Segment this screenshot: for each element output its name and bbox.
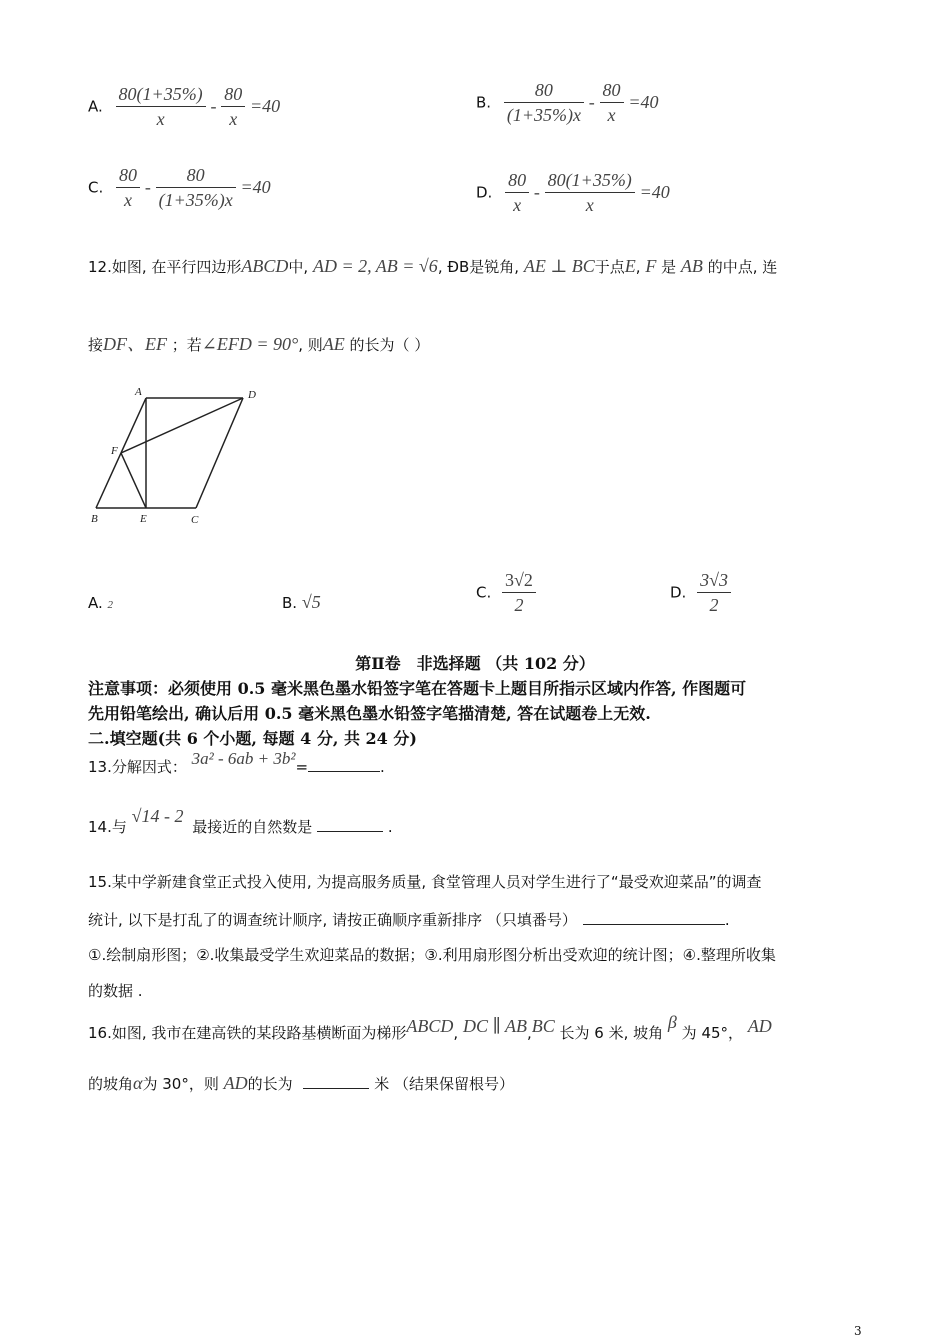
- q12-option-b: B. √5: [282, 592, 321, 612]
- q16-line1: 16.如图, 我市在建高铁的某段路基横断面为梯形ABCD, DC ∥ AB,BC 长为 6 米, 坡角 β 为 45°， AD: [88, 1012, 772, 1042]
- q11-option-d: D. $\frac{80}{x}$ - $\frac{80(1+35\%)}{x}$ =40: [476, 170, 670, 215]
- fraction: $\frac{80(1+35\%)}{x}$: [116, 82, 206, 131]
- answer-blank[interactable]: [583, 924, 725, 925]
- q12-option-d: D. $\frac{3√3}{2}$: [670, 568, 731, 617]
- fraction: $\frac{80}{x}$: [116, 163, 140, 212]
- q12-line1: 12.如图, 在平行四边形ABCD中, AD = 2, AB = √6, ÐB是锐角, AE ⊥ BC于点E, F 是 AB 的中点, 连: [88, 256, 778, 276]
- label-b: B: [91, 513, 98, 525]
- fraction: $\frac{80(1+35\%)}{x}$: [545, 168, 635, 217]
- q11-option-a: A. $\frac{80(1+35\%)}{x}$ - $\frac{80}{x}$ =40: [88, 84, 281, 129]
- fraction: $\frac{80}{x}$: [221, 82, 245, 131]
- q15-line1: 15.某中学新建食堂正式投入使用, 为提高服务质量, 食堂管理人员对学生进行了“最受欢迎菜品”的调查: [88, 873, 762, 891]
- fraction: $\frac{3√2}{2}$: [502, 568, 536, 617]
- label-f: F: [111, 445, 118, 457]
- page-number: 3: [854, 1324, 862, 1338]
- fraction: $\frac{80}{(1+35\%)x}$: [156, 163, 236, 212]
- q12-option-c: C. $\frac{3√2}{2}$: [476, 568, 536, 617]
- option-label: D.: [476, 183, 493, 202]
- notice-line2: 先用铅笔绘出, 确认后用 0.5 毫米黑色墨水铅签字笔描清楚, 答在试题卷上无效.: [88, 704, 651, 723]
- fraction: $\frac{80}{x}$: [600, 78, 624, 127]
- label-a: A: [135, 386, 142, 398]
- part2-heading: 二.填空题(共 6 个小题, 每题 4 分, 共 24 分): [88, 729, 417, 748]
- segment-dc: [196, 398, 243, 508]
- section-title: 第Ⅱ卷 非选择题 （共 102 分）: [355, 654, 595, 673]
- fraction: $\frac{3√3}{2}$: [697, 568, 731, 617]
- answer-blank[interactable]: [317, 831, 383, 832]
- q11-option-c: C. $\frac{80}{x}$ - $\frac{80}{(1+35\%)x}$ =40: [88, 165, 271, 210]
- q11-option-b: B. $\frac{80}{(1+35\%)x}$ - $\frac{80}{x}$ =40: [476, 80, 659, 125]
- q13: 13.分解因式： 3a² - 6ab + 3b²= .: [88, 749, 385, 776]
- fraction: $\frac{80}{x}$: [505, 168, 529, 217]
- option-label: A.: [88, 97, 103, 116]
- q14: 14.与 √14 - 2 最接近的自然数是 .: [88, 806, 393, 836]
- label-c: C: [191, 514, 199, 526]
- notice-line1: 注意事项：必须使用 0.5 毫米黑色墨水铅签字笔在答题卡上题目所指示区域内作答, 作图题可: [88, 679, 747, 698]
- parallelogram-figure: [85, 380, 275, 530]
- label-e: E: [140, 513, 147, 525]
- segment-fe: [121, 453, 146, 508]
- option-label: C.: [88, 178, 104, 197]
- q15-line3: ①.绘制扇形图；②.收集最受学生欢迎菜品的数据；③.利用扇形图分析出受欢迎的统计图；④.整理所收集: [88, 946, 776, 964]
- q16-line2: 的坡角α为 30°，则 AD的长为 米 （结果保留根号）: [88, 1073, 514, 1093]
- option-label: B.: [476, 93, 492, 112]
- q12-line2: 接DF、EF ；若∠EFD = 90°, 则AE 的长为（ ）: [88, 334, 430, 354]
- fraction: $\frac{80}{(1+35\%)x}$: [504, 78, 584, 127]
- q15-line2: 统计, 以下是打乱了的调查统计顺序, 请按正确顺序重新排序 （只填番号） .: [88, 911, 730, 929]
- answer-blank[interactable]: [308, 771, 380, 772]
- q15-line4: 的数据 .: [88, 982, 143, 1000]
- answer-blank[interactable]: [303, 1088, 369, 1089]
- segment-fd: [121, 398, 243, 453]
- label-d: D: [248, 389, 256, 401]
- q12-option-a: A. 2: [88, 594, 114, 612]
